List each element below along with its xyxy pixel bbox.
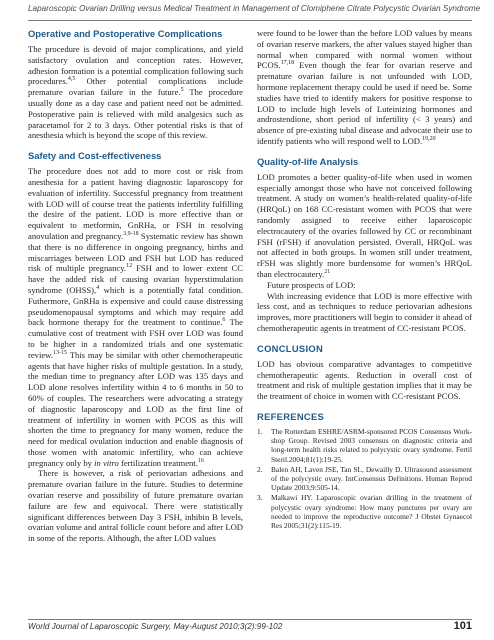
running-header: Laparoscopic Ovarian Drilling versus Medical Treatment in Management of Clomiphene Citrate Polycystic Ovarian Syndrome bbox=[28, 4, 481, 13]
ovarian-failure-paragraph: There is however, a risk of periovarian adhesions and premature ovarian failure in the future. Studies to determine ovarian reserve and possibility of future premature ovarian failure are few and equivocal. There were statistically significant differences between Day 3 FSH, inhibin B levels, ovarian volume and antral follicle count before and after LOD in some of the reports. Although, the after LOD values bbox=[28, 468, 243, 544]
complications-paragraph: The procedure is devoid of major complications, and yield satisfactory ovulation and conception rates. However, adhesion formation is a potential complication following such procedures.$^{4,5}$ Other potential complications include premature ovarian failure in the future.$^5$ The procedure usually done as a day case and patient need not be admitted. Postoperative pain is relieved with mild analgesics such as paracetamol for 2 to 3 days. Other potential risks is that of anesthesia which is beyond the scope of this review. bbox=[28, 44, 243, 141]
reference-item: 2. Balen AH, Laven JSE, Tan SL, Dewailly D. Ultrasound assessment of the polycystic ovary. IntConsensus Definitions. Human Reprod Update 2003;9:505-14. bbox=[257, 464, 472, 493]
right-column bbox=[257, 28, 472, 531]
section-title-conclusion: CONCLUSION bbox=[257, 342, 324, 354]
reference-item: 1. The Rotterdam ESHRE/ASRM-sponsored PCOS Consensus Work-shop Group. Revised 2003 consensus on diagnostic criteria and long-term health risks related to polycystic ovary syndrome. Fertil Steril.2004;81(1):19-25. bbox=[257, 426, 472, 464]
reference-item: 3. Malkawi HY. Laparoscopic ovarian drilling in the treatment of polycystic ovary syndrome: How many punctures per ovary are needed to improve the reproductive outcome? J Obstet Gynaecol Res 2005;31(2):115-19. bbox=[257, 493, 472, 530]
references-list bbox=[257, 427, 472, 530]
header-rule bbox=[28, 20, 472, 21]
footer-rule bbox=[28, 619, 472, 620]
section-title-complications: Operative and Postoperative Complications bbox=[28, 28, 223, 39]
page-number: 101 bbox=[453, 620, 472, 632]
continued-paragraph: were found to be lower than the before LOD values by means of ovarian reserve markers, the after values stayed higher than normal when compared with normal women without PCOS.$^{17,18}$ Even though the fear for ovarian reserve and premature ovarian failure is not unfounded with LOD, hormone replacement therapy could be used if need be. Some studies have tried to identify makers for positive response to LOD to include high levels of Luteinizing hormones and androstendione, short period of infertility (< 3 years) and absence of pre-existing tubal disease and advocate their use to identify patients who will respond well to LOD.$^{19,20}$ bbox=[257, 28, 472, 146]
section-title-safety: Safety and Cost-effectiveness bbox=[28, 150, 162, 162]
left-column bbox=[28, 28, 243, 553]
section-title-references: REFERENCES bbox=[257, 410, 325, 422]
future-prospects-paragraph: With increasing evidence that LOD is more effective with less cost, and as techniques to reduce periovarian adhesions improves, more practitioners will begin to consider it ahead of chemotherapeutic agents in treatment of CC-resistant PCOS. bbox=[257, 290, 472, 333]
future-prospects-heading: Future prospects of LOD: bbox=[267, 279, 356, 290]
conclusion-paragraph: LOD has obvious comparative advantages to competitive chemotherapeutic agents. Reduction in overall cost of treatment and risk of multiple gestation implies that it may be the treatment of choice in women with CC-resistant PCOS. bbox=[257, 358, 472, 402]
journal-citation: World Journal of Laparoscopic Surgery, May-August 2010;3(2):99-102 bbox=[28, 622, 283, 631]
quality-of-life-paragraph: LOD promotes a better quality-of-life when used in women especially amongst those who have not conceived following treatment. A study on women’s health-related quality-of-life (HRQoL) on 168 CC-resistant women with PCOS that were randomly assigned to receive either laparoscopic electrocautery of the ovaries followed by CC or recombinant FSH (rFSH) if anovulation persisted. Overall, HRQoL was not affected in both groups. In women still under treatment, rFSH was slightly more burdensome for women’s HRQoL than electrocautery.$^{21}$ bbox=[257, 171, 472, 279]
section-title-quality-of-life: Quality-of-life Analysis bbox=[257, 155, 359, 167]
safety-paragraph: The procedure does not add to more cost or risk from anesthesia for a patient having diagnostic laparoscopy for evaluation of infertility. Successful pregnancy from treatment with LOD will of course treat the patients infertility fulfilling the desire of the patient. LOD is more effective than or equivalent to metformin, GnRHa, or FSH in resolving anovulation and pregnancy.$^{3,9-18}$ Systematic review has shown that there is no difference in ongoing pregnancy, births and miscarriages between LOD and FSH but LOD has reduced risk of multiple pregnancy.$^{12}$ FSH and to lower extent CC have the added risk of causing ovarian hyperstimulation syndrome (OHSS),$^4$ which is a potentially fatal condition. Futhermore, GnRHa is expensive and could cause distressing pseudomenopausal symptoms and which may require add back hormone therapy for the treatment to continue.$^6$ The cumulative cost of treatment with FSH over LOD was found to be higher in a randomized trials and one systematic review.$^{13-15}$ This may be similar with other chemotherapeutic agents that have higher risks of multiple gestation. In a study, the median time to pregnancy after LOD was 135 days and LOD alone resolves infertility within 4 to 6 months in 50 to 60% of couples. The researchers were advocating a strategy of diagnostic laparoscopy and LOD as the first line of treatment of infertility in women with PCOS as this will shorten the time to pregnancy for many women, reduce the need for medical ovulation induction and enable diagnosis of those women with anatomic infertility, who can achieve pregnancy only by in vitro fertilization treatment.$^{16}$ bbox=[28, 166, 243, 468]
